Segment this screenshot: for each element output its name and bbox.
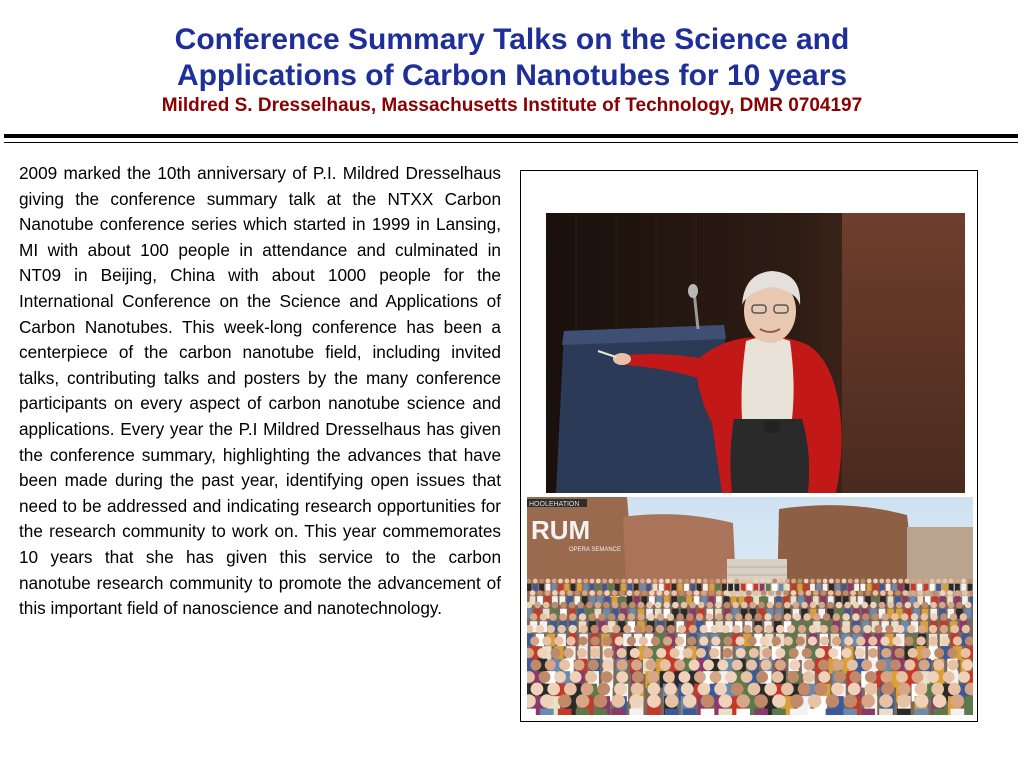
header-divider-thick: [4, 134, 1018, 138]
sign-text: RUM: [531, 515, 591, 545]
group-photo-drawing: [527, 497, 973, 715]
header-divider-thin: [4, 142, 1018, 143]
group-photo: [527, 497, 973, 715]
speaker-photo-drawing: [546, 213, 965, 493]
sign-side-text: HOOLEHATION: [529, 501, 580, 508]
page-title-line-1: Conference Summary Talks on the Science and: [174, 23, 850, 56]
page-title-line-2: Applications of Carbon Nanotubes for 10 years: [176, 59, 848, 92]
page-subtitle: Mildred S. Dresselhaus, Massachusetts Institute of Technology, DMR 0704197: [161, 95, 863, 116]
body-paragraph: 2009 marked the 10th anniversary of P.I. Mildred Dresselhaus giving the conference summary talk at the NTXX Carbon Nanotube conference series which started in 1999 in Lansing, MI with about 100 people in attendance and culminated in NT09 in Beijing, China with about 1000 people for the International Conference on the Science and Applications of Carbon Nanotubes. This week-long conference has been a centerpiece of the carbon nanotube field, including invited talks, contributing talks and posters by the many conference participants on every aspect of carbon nanotube science and applications. Every year the P.I Mildred Dresselhaus has given the conference summary, highlighting the advances that have been made during the past year, identifying open issues that need to be addressed and indicating research opportunities for the research community to work on. This year commemorates 10 years that she has given this service to the carbon nanotube research community to promote the advancement of this important field of nanoscience and nanotechnology.: [19, 163, 501, 619]
title-block: [0, 22, 1024, 118]
sign-small-text: OPERA SEMANCE: [569, 547, 622, 553]
speaker-photo: [546, 213, 965, 493]
